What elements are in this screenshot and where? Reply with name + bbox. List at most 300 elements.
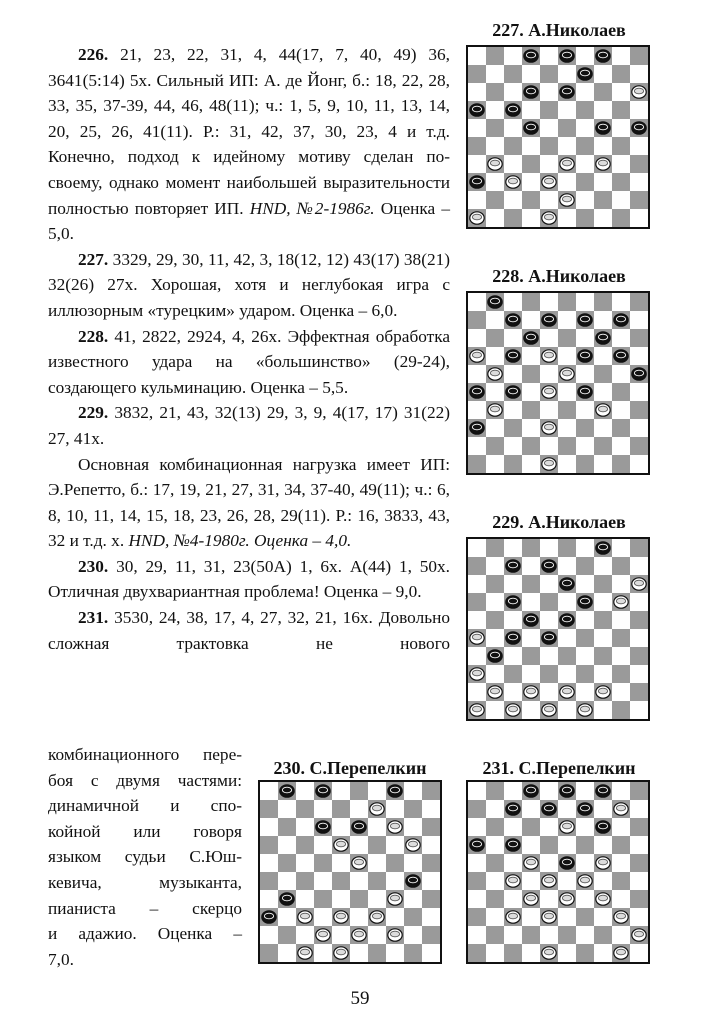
white-piece — [506, 176, 520, 188]
dark-square — [612, 419, 630, 437]
black-piece — [632, 122, 646, 134]
paragraph-text: 41, 2822, 2924, 4, 26х. Эффектная обработка известного удара на «большинство» (29-24), создающего кульминацию. Оценка – 5,5. — [48, 326, 450, 397]
dark-square — [630, 890, 648, 908]
white-piece — [506, 875, 520, 887]
dark-square — [522, 365, 540, 383]
black-piece — [578, 314, 592, 326]
black-piece — [596, 821, 610, 833]
paragraph-229-source — [48, 452, 450, 554]
black-piece — [280, 785, 294, 797]
dark-square — [576, 629, 594, 647]
black-piece — [488, 650, 502, 662]
black-piece — [506, 632, 520, 644]
white-piece — [542, 947, 556, 959]
dark-square — [522, 155, 540, 173]
white-piece — [470, 350, 484, 362]
dark-square — [522, 575, 540, 593]
dark-square — [486, 854, 504, 872]
paragraph-text: 3530, 24, 38, 17, 4, 27, 32, 21, 16х. Довольно сложная трактовка не нового — [48, 608, 450, 653]
dark-square — [576, 665, 594, 683]
white-piece — [370, 911, 384, 923]
dark-square — [422, 782, 440, 800]
dark-square — [558, 647, 576, 665]
black-piece — [596, 785, 610, 797]
dark-square — [422, 926, 440, 944]
black-piece — [560, 86, 574, 98]
white-piece — [488, 368, 502, 380]
dark-square — [558, 926, 576, 944]
paragraph-231-wrap — [48, 742, 242, 972]
dark-square — [468, 455, 486, 473]
draughts-board — [466, 537, 650, 721]
dark-square — [504, 944, 522, 962]
white-piece — [352, 929, 366, 941]
paragraph-230 — [48, 554, 450, 605]
dark-square — [296, 800, 314, 818]
paragraph-229 — [48, 400, 450, 451]
black-piece — [506, 350, 520, 362]
dark-square — [630, 329, 648, 347]
black-piece — [524, 50, 538, 62]
dark-square — [314, 890, 332, 908]
dark-square — [612, 629, 630, 647]
white-piece — [334, 947, 348, 959]
dark-square — [594, 611, 612, 629]
dark-square — [422, 818, 440, 836]
dark-square — [332, 872, 350, 890]
dark-square — [278, 854, 296, 872]
dark-square — [296, 872, 314, 890]
black-piece — [506, 560, 520, 572]
dark-square — [576, 173, 594, 191]
diagram-231-title: 231. С.Перепелкин — [482, 758, 636, 778]
problem-number: 229. — [78, 403, 109, 423]
dark-square — [558, 401, 576, 419]
white-piece — [524, 686, 538, 698]
white-piece — [488, 404, 502, 416]
dark-square — [368, 944, 386, 962]
dark-square — [260, 800, 278, 818]
dark-square — [504, 665, 522, 683]
white-piece — [578, 704, 592, 716]
dark-square — [630, 155, 648, 173]
black-piece — [614, 314, 628, 326]
white-piece — [470, 704, 484, 716]
dark-square — [612, 455, 630, 473]
black-piece — [506, 596, 520, 608]
dark-square — [558, 293, 576, 311]
black-piece — [542, 314, 556, 326]
white-piece — [524, 857, 538, 869]
dark-square — [486, 926, 504, 944]
dark-square — [576, 419, 594, 437]
dark-square — [594, 293, 612, 311]
white-piece — [596, 404, 610, 416]
dark-square — [404, 908, 422, 926]
dark-square — [486, 782, 504, 800]
draughts-board — [258, 780, 442, 964]
problem-number: 227. — [78, 249, 109, 269]
white-piece — [488, 158, 502, 170]
source-citation: HND, №4-1980г. Оценка – 4,0. — [128, 531, 352, 551]
dark-square — [540, 101, 558, 119]
white-piece — [560, 893, 574, 905]
dark-square — [612, 65, 630, 83]
black-piece — [470, 176, 484, 188]
dark-square — [486, 83, 504, 101]
white-piece — [632, 578, 646, 590]
draughts-board — [466, 291, 650, 475]
white-piece — [632, 86, 646, 98]
dark-square — [368, 872, 386, 890]
dark-square — [612, 137, 630, 155]
dark-square — [296, 836, 314, 854]
dark-square — [468, 800, 486, 818]
black-piece — [560, 50, 574, 62]
white-piece — [524, 893, 538, 905]
white-piece — [596, 893, 610, 905]
dark-square — [468, 593, 486, 611]
black-piece — [524, 614, 538, 626]
problem-number: 228. — [78, 326, 109, 346]
dark-square — [630, 818, 648, 836]
main-text — [48, 42, 450, 656]
paragraph-text: 30, 29, 11, 31, 23(50А) 1, 6х. А(44) 1, 50х. Отличная двухвариантная проблема! Оценка – 9,0. — [48, 556, 450, 602]
white-piece — [488, 686, 502, 698]
black-piece — [506, 386, 520, 398]
dark-square — [612, 101, 630, 119]
paragraph-231-line: языком судьи С.Юш- — [48, 847, 242, 867]
dark-square — [612, 701, 630, 719]
dark-square — [576, 137, 594, 155]
dark-square — [612, 209, 630, 227]
white-piece — [406, 839, 420, 851]
black-piece — [524, 122, 538, 134]
dark-square — [522, 539, 540, 557]
diagram-227-title: 227. А.Николаев — [492, 20, 626, 40]
black-piece — [614, 350, 628, 362]
black-piece — [560, 614, 574, 626]
dark-square — [576, 836, 594, 854]
dark-square — [612, 173, 630, 191]
white-piece — [388, 821, 402, 833]
white-piece — [614, 911, 628, 923]
white-piece — [388, 929, 402, 941]
dark-square — [468, 908, 486, 926]
dark-square — [260, 872, 278, 890]
rating-text: Оценка – 5,0. — [48, 198, 450, 244]
black-piece — [316, 785, 330, 797]
dark-square — [630, 47, 648, 65]
diagram-228-board — [466, 291, 650, 480]
black-piece — [578, 803, 592, 815]
paragraph-226 — [48, 42, 450, 247]
dark-square — [612, 836, 630, 854]
dark-square — [630, 854, 648, 872]
dark-square — [630, 437, 648, 455]
black-piece — [506, 839, 520, 851]
white-piece — [560, 821, 574, 833]
paragraph-text: 21, 23, 22, 31, 4, 44(17, 7, 40, 49) 36, 3641(5:14) 5х. Сильный ИП: А. де Йонг, б.: 18, 22, 28, 33, 35, 37-39, 44, 46, 48(11); ч.: 1, 5, 9, 10, 11, 13, 14, 20, 25, 26, 41(11). Р.: 31, 42, 37, 30, 23, 4 и т.д. Конечно, подход к идейному мотиву сделан по-своему, однако момент наибольшей выразительности полностью повторяет ИП. — [48, 45, 450, 218]
dark-square — [314, 854, 332, 872]
white-piece — [334, 911, 348, 923]
white-piece — [542, 422, 556, 434]
dark-square — [486, 818, 504, 836]
paragraph-231-line: и адажио. Оценка – — [48, 924, 242, 944]
black-piece — [488, 296, 502, 308]
white-piece — [614, 947, 628, 959]
black-piece — [470, 422, 484, 434]
dark-square — [504, 65, 522, 83]
dark-square — [594, 575, 612, 593]
dark-square — [540, 665, 558, 683]
black-piece — [596, 122, 610, 134]
dark-square — [404, 800, 422, 818]
dark-square — [278, 926, 296, 944]
diagram-229-board — [466, 537, 650, 726]
dark-square — [504, 209, 522, 227]
dark-square — [468, 944, 486, 962]
black-piece — [596, 50, 610, 62]
white-piece — [596, 158, 610, 170]
dark-square — [630, 611, 648, 629]
dark-square — [260, 836, 278, 854]
dark-square — [612, 665, 630, 683]
dark-square — [522, 401, 540, 419]
dark-square — [404, 944, 422, 962]
black-piece — [578, 386, 592, 398]
white-piece — [506, 911, 520, 923]
white-piece — [560, 158, 574, 170]
dark-square — [576, 209, 594, 227]
white-piece — [560, 368, 574, 380]
white-piece — [632, 929, 646, 941]
dark-square — [504, 455, 522, 473]
dark-square — [486, 890, 504, 908]
dark-square — [522, 293, 540, 311]
dark-square — [612, 872, 630, 890]
dark-square — [540, 836, 558, 854]
diagram-228-title: 228. А.Николаев — [492, 266, 626, 286]
black-piece — [388, 785, 402, 797]
white-piece — [542, 386, 556, 398]
white-piece — [506, 704, 520, 716]
dark-square — [576, 908, 594, 926]
black-piece — [578, 68, 592, 80]
dark-square — [522, 647, 540, 665]
white-piece — [596, 686, 610, 698]
black-piece — [596, 542, 610, 554]
dark-square — [612, 557, 630, 575]
white-piece — [542, 911, 556, 923]
white-piece — [370, 803, 384, 815]
dark-square — [486, 119, 504, 137]
dark-square — [540, 65, 558, 83]
diagram-227-board — [466, 45, 650, 234]
black-piece — [542, 803, 556, 815]
dark-square — [422, 854, 440, 872]
black-piece — [542, 560, 556, 572]
white-piece — [542, 176, 556, 188]
dark-square — [558, 539, 576, 557]
paragraph-231-line: пианиста – скерцо — [48, 898, 242, 918]
dark-square — [522, 818, 540, 836]
draughts-board — [466, 780, 650, 964]
black-piece — [524, 332, 538, 344]
white-piece — [316, 929, 330, 941]
paragraph-228 — [48, 324, 450, 401]
black-piece — [262, 911, 276, 923]
paragraph-227 — [48, 247, 450, 324]
dark-square — [558, 329, 576, 347]
dark-square — [486, 191, 504, 209]
black-piece — [560, 857, 574, 869]
paragraph-text: Основная комбинационная нагрузка имеет ИП: Э.Репетто, б.: 17, 19, 21, 27, 31, 34, 37-40, 49(11); ч.: 6, 8, 10, 11, 14, 15, 18, 23, 26, 28, 29(11). Р.: 16, 3833, 43, 32 и т.д. х. — [48, 454, 450, 551]
paragraph-231-line: комбинационного пере- — [48, 745, 242, 764]
dark-square — [594, 647, 612, 665]
dark-square — [422, 890, 440, 908]
paragraph-text: 3832, 21, 43, 32(13) 29, 3, 9, 4(17, 17) 31(22) 27, 41х. — [48, 403, 450, 448]
diagram-231-board — [466, 780, 650, 969]
dark-square — [522, 437, 540, 455]
paragraph-231-line: боя с двумя частями: — [48, 770, 242, 790]
black-piece — [560, 578, 574, 590]
black-piece — [506, 803, 520, 815]
dark-square — [576, 101, 594, 119]
white-piece — [298, 947, 312, 959]
white-piece — [470, 632, 484, 644]
black-piece — [560, 785, 574, 797]
black-piece — [280, 893, 294, 905]
black-piece — [578, 596, 592, 608]
dark-square — [468, 311, 486, 329]
dark-square — [486, 47, 504, 65]
white-piece — [388, 893, 402, 905]
white-piece — [542, 458, 556, 470]
dark-square — [278, 818, 296, 836]
dark-square — [468, 872, 486, 890]
black-piece — [470, 386, 484, 398]
dark-square — [630, 293, 648, 311]
white-piece — [542, 212, 556, 224]
black-piece — [524, 785, 538, 797]
dark-square — [504, 419, 522, 437]
dark-square — [594, 191, 612, 209]
black-piece — [506, 104, 520, 116]
dark-square — [468, 65, 486, 83]
black-piece — [506, 314, 520, 326]
dark-square — [332, 800, 350, 818]
black-piece — [470, 839, 484, 851]
black-piece — [596, 332, 610, 344]
dark-square — [630, 683, 648, 701]
dark-square — [260, 944, 278, 962]
black-piece — [470, 104, 484, 116]
problem-number: 226. — [78, 45, 109, 64]
dark-square — [486, 437, 504, 455]
dark-square — [630, 401, 648, 419]
white-piece — [614, 596, 628, 608]
white-piece — [542, 704, 556, 716]
white-piece — [560, 686, 574, 698]
black-piece — [406, 875, 420, 887]
diagram-230-title: 230. С.Перепелкин — [273, 758, 427, 778]
dark-square — [486, 575, 504, 593]
problem-number: 230. — [78, 556, 109, 576]
white-piece — [334, 839, 348, 851]
dark-square — [630, 191, 648, 209]
dark-square — [576, 944, 594, 962]
dark-square — [486, 329, 504, 347]
paragraph-text: 3329, 29, 30, 11, 42, 3, 18(12, 12) 43(17) 38(21) 32(26) 27х. Хорошая, хотя и неглубокая игра с иллюзорным «турецким» ударом. Оценка – 6,0. — [48, 249, 450, 320]
diagram-229-title: 229. А.Николаев — [492, 512, 626, 532]
dark-square — [350, 890, 368, 908]
dark-square — [558, 119, 576, 137]
paragraph-231 — [48, 605, 450, 656]
paragraph-231-line: 7,0. — [48, 949, 74, 969]
dark-square — [576, 455, 594, 473]
white-piece — [470, 212, 484, 224]
black-piece — [542, 632, 556, 644]
dark-square — [368, 836, 386, 854]
dark-square — [594, 365, 612, 383]
black-piece — [632, 368, 646, 380]
problem-number: 231. — [78, 608, 109, 628]
draughts-board — [466, 45, 650, 229]
white-piece — [542, 350, 556, 362]
dark-square — [576, 557, 594, 575]
dark-square — [522, 191, 540, 209]
dark-square — [594, 437, 612, 455]
paragraph-231-line: койной или говоря — [48, 821, 242, 841]
black-piece — [578, 350, 592, 362]
source-citation: HND, №2-1986г. — [249, 198, 375, 218]
white-piece — [352, 857, 366, 869]
paragraph-231-line: кевича, музыканта, — [48, 872, 242, 892]
dark-square — [522, 926, 540, 944]
dark-square — [630, 539, 648, 557]
paragraph-231-line: динамичной и спо- — [48, 796, 242, 816]
dark-square — [540, 137, 558, 155]
white-piece — [470, 668, 484, 680]
white-piece — [560, 194, 574, 206]
black-piece — [524, 86, 538, 98]
black-piece — [316, 821, 330, 833]
white-piece — [614, 803, 628, 815]
dark-square — [612, 383, 630, 401]
diagram-230-board — [258, 780, 442, 969]
white-piece — [298, 911, 312, 923]
dark-square — [468, 557, 486, 575]
dark-square — [540, 593, 558, 611]
white-piece — [542, 875, 556, 887]
dark-square — [504, 137, 522, 155]
dark-square — [630, 647, 648, 665]
dark-square — [486, 611, 504, 629]
black-piece — [352, 821, 366, 833]
page-number: 59 — [350, 988, 370, 1009]
dark-square — [630, 782, 648, 800]
dark-square — [486, 539, 504, 557]
dark-square — [594, 83, 612, 101]
dark-square — [594, 926, 612, 944]
dark-square — [558, 437, 576, 455]
dark-square — [386, 854, 404, 872]
white-piece — [578, 875, 592, 887]
dark-square — [468, 137, 486, 155]
white-piece — [596, 857, 610, 869]
dark-square — [350, 782, 368, 800]
